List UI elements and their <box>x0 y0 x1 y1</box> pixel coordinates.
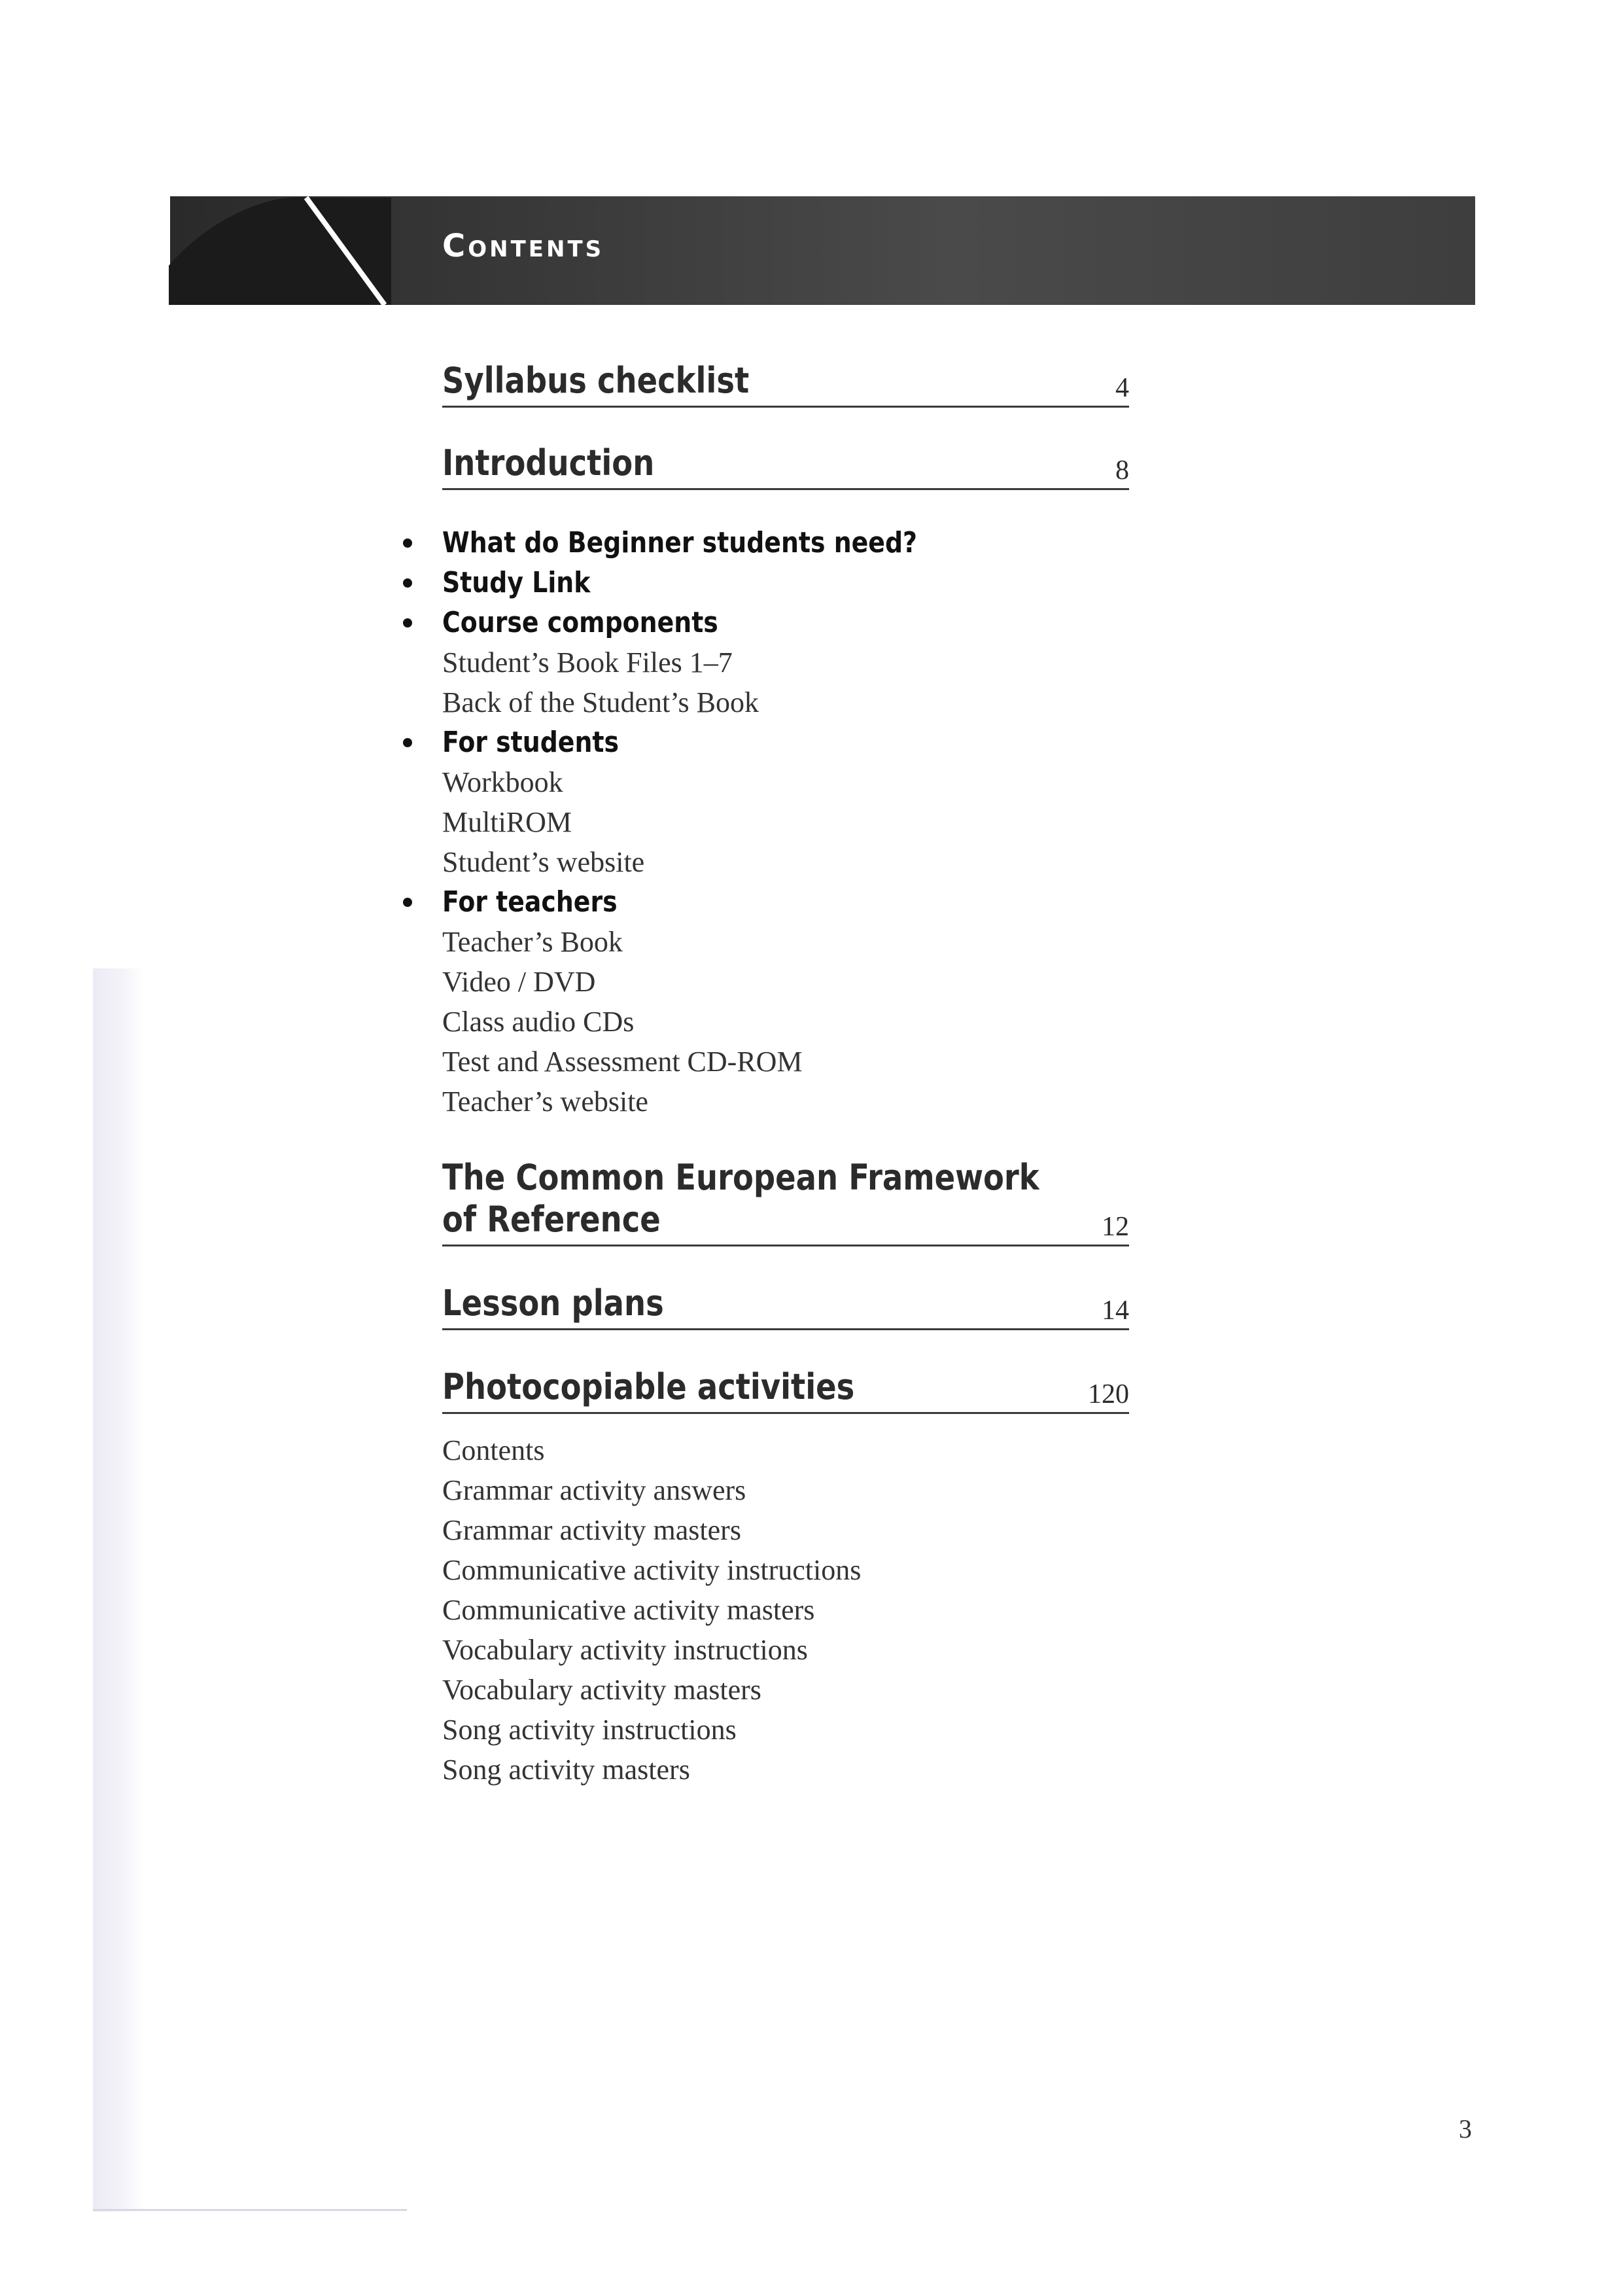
section-page-number: 8 <box>1115 455 1129 486</box>
toc-item-vocabulary-masters[interactable]: Vocabulary activity masters <box>442 1674 761 1706</box>
toc-item-video-dvd[interactable]: Video / DVD <box>442 966 596 998</box>
toc-item-for-teachers[interactable]: For teachers <box>442 885 618 919</box>
bullet-icon <box>403 738 412 747</box>
toc-section-photocopiable-activities[interactable] <box>442 1365 1129 1414</box>
section-title: Syllabus checklist <box>442 360 750 401</box>
section-page-number: 4 <box>1115 373 1129 403</box>
section-title: Photocopiable activities <box>442 1366 855 1407</box>
page-title: Contents <box>442 228 604 264</box>
toc-item-communicative-instructions[interactable]: Communicative activity instructions <box>442 1554 862 1586</box>
toc-item-grammar-answers[interactable]: Grammar activity answers <box>442 1474 746 1506</box>
toc-section-cefr[interactable] <box>442 1197 1129 1246</box>
bullet-icon <box>403 618 412 627</box>
toc-item-teachers-book[interactable]: Teacher’s Book <box>442 926 623 958</box>
toc-item-grammar-masters[interactable]: Grammar activity masters <box>442 1514 741 1546</box>
section-page-number: 12 <box>1102 1212 1129 1242</box>
section-page-number: 120 <box>1088 1379 1129 1409</box>
toc-item-back-of-students-book[interactable]: Back of the Student’s Book <box>442 686 759 718</box>
toc-section-lesson-plans[interactable] <box>442 1281 1129 1330</box>
toc-item-beginner-needs[interactable]: What do Beginner students need? <box>442 526 918 559</box>
toc-item-students-book-files[interactable]: Student’s Book Files 1–7 <box>442 646 733 679</box>
section-title: Introduction <box>442 442 655 484</box>
toc-item-vocabulary-instructions[interactable]: Vocabulary activity instructions <box>442 1634 808 1666</box>
toc-item-photocopiable-contents[interactable]: Contents <box>442 1434 545 1466</box>
toc-item-song-masters[interactable]: Song activity masters <box>442 1754 690 1786</box>
toc-item-song-instructions[interactable]: Song activity instructions <box>442 1714 737 1746</box>
toc-item-teachers-website[interactable]: Teacher’s website <box>442 1086 648 1118</box>
toc-item-students-website[interactable]: Student’s website <box>442 846 645 878</box>
toc-item-study-link[interactable]: Study Link <box>442 566 591 599</box>
toc-item-test-assessment-cdrom[interactable]: Test and Assessment CD-ROM <box>442 1046 803 1078</box>
toc-section-introduction[interactable] <box>442 441 1129 490</box>
section-title: Lesson plans <box>442 1282 664 1324</box>
toc-item-communicative-masters[interactable]: Communicative activity masters <box>442 1594 815 1626</box>
section-title-line1: The Common European Framework <box>442 1157 1039 1198</box>
bullet-icon <box>403 898 412 907</box>
page-number: 3 <box>1459 2114 1472 2144</box>
bullet-icon <box>403 578 412 588</box>
section-page-number: 14 <box>1102 1296 1129 1326</box>
toc-section-syllabus-checklist[interactable] <box>442 359 1129 408</box>
toc-item-workbook[interactable]: Workbook <box>442 766 563 798</box>
section-title-line2: of Reference <box>442 1199 661 1240</box>
toc-item-class-audio-cds[interactable]: Class audio CDs <box>442 1006 635 1038</box>
header-corner-shape <box>169 194 391 305</box>
toc-item-for-students[interactable]: For students <box>442 726 619 759</box>
scan-edge-shadow <box>93 968 144 2212</box>
scan-bottom-rule <box>93 2209 407 2211</box>
bullet-icon <box>403 539 412 548</box>
toc-item-multirom[interactable]: MultiROM <box>442 806 572 838</box>
toc-item-course-components[interactable]: Course components <box>442 606 718 639</box>
